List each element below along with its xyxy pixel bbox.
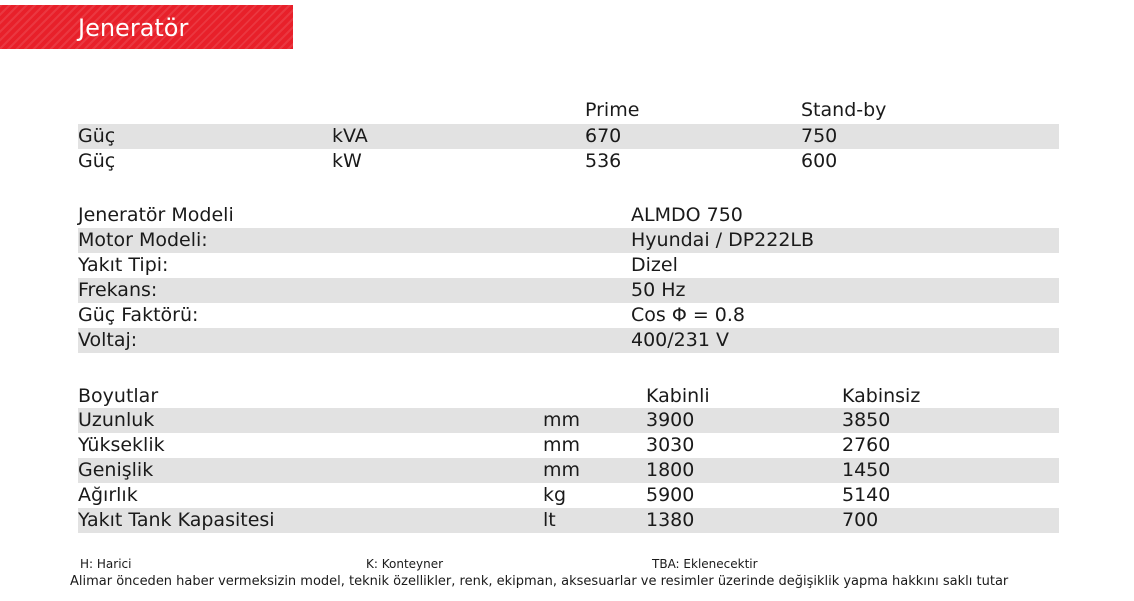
row-unit: mm bbox=[543, 409, 581, 431]
row-label: Güç bbox=[78, 150, 116, 172]
row-cabin-value: 3900 bbox=[646, 409, 695, 431]
row-label: Yükseklik bbox=[78, 434, 165, 456]
row-value: 50 Hz bbox=[631, 279, 686, 301]
row-unit: mm bbox=[543, 459, 581, 481]
row-no-cabin-value: 5140 bbox=[842, 484, 891, 506]
row-cabin-value: 1380 bbox=[646, 509, 695, 531]
title-banner bbox=[0, 5, 293, 49]
row-cabin-value: 1800 bbox=[646, 459, 695, 481]
row-label: Yakıt Tipi: bbox=[78, 254, 169, 276]
row-label: Genişlik bbox=[78, 459, 154, 481]
row-value: Dizel bbox=[631, 254, 678, 276]
table-row bbox=[78, 458, 1059, 483]
dimensions-title: Boyutlar bbox=[78, 385, 159, 407]
cabin-header: Kabinli bbox=[646, 385, 710, 407]
table-row bbox=[78, 303, 1059, 328]
standby-header: Stand-by bbox=[801, 99, 887, 121]
row-label: Jeneratör Modeli bbox=[78, 204, 234, 226]
row-label: Frekans: bbox=[78, 279, 158, 301]
row-standby-value: 600 bbox=[801, 150, 838, 172]
row-label: Uzunluk bbox=[78, 409, 155, 431]
row-prime-value: 670 bbox=[585, 125, 622, 147]
table-row bbox=[78, 228, 1059, 253]
row-value: Hyundai / DP222LB bbox=[631, 229, 815, 251]
row-prime-value: 536 bbox=[585, 150, 622, 172]
footnote-harici: H: Harici bbox=[80, 557, 132, 571]
disclaimer-text: Alimar önceden haber vermeksizin model, teknik özellikler, renk, ekipman, aksesuarlar ve resimler üzerinde değişiklik yapma hakkını saklı tutar bbox=[70, 574, 1009, 589]
row-unit: lt bbox=[543, 509, 556, 531]
row-no-cabin-value: 2760 bbox=[842, 434, 891, 456]
row-standby-value: 750 bbox=[801, 125, 838, 147]
table-row bbox=[78, 203, 1059, 228]
row-no-cabin-value: 3850 bbox=[842, 409, 891, 431]
table-row bbox=[78, 328, 1059, 353]
table-row bbox=[78, 408, 1059, 433]
table-row bbox=[78, 253, 1059, 278]
row-unit: mm bbox=[543, 434, 581, 456]
table-row bbox=[78, 508, 1059, 533]
row-value: 400/231 V bbox=[631, 329, 729, 351]
row-value: ALMDO 750 bbox=[631, 204, 743, 226]
table-row bbox=[78, 483, 1059, 508]
footnote-konteyner: K: Konteyner bbox=[366, 557, 444, 571]
page-title: Jeneratör bbox=[78, 14, 189, 42]
footnote-tba: TBA: Eklenecektir bbox=[652, 557, 758, 571]
table-row bbox=[78, 149, 1059, 174]
row-no-cabin-value: 1450 bbox=[842, 459, 891, 481]
row-label: Motor Modeli: bbox=[78, 229, 208, 251]
row-label: Ağırlık bbox=[78, 484, 138, 506]
row-unit: kVA bbox=[332, 125, 368, 147]
row-label: Yakıt Tank Kapasitesi bbox=[78, 509, 275, 531]
row-unit: kW bbox=[332, 150, 362, 172]
prime-header: Prime bbox=[585, 99, 640, 121]
row-unit: kg bbox=[543, 484, 567, 506]
table-row bbox=[78, 278, 1059, 303]
row-cabin-value: 3030 bbox=[646, 434, 695, 456]
row-label: Güç Faktörü: bbox=[78, 304, 199, 326]
row-value: Cos Φ = 0.8 bbox=[631, 304, 745, 326]
row-no-cabin-value: 700 bbox=[842, 509, 879, 531]
row-label: Güç bbox=[78, 125, 116, 147]
row-label: Voltaj: bbox=[78, 329, 138, 351]
table-row bbox=[78, 433, 1059, 458]
table-row bbox=[78, 124, 1059, 149]
row-cabin-value: 5900 bbox=[646, 484, 695, 506]
no-cabin-header: Kabinsiz bbox=[842, 385, 921, 407]
